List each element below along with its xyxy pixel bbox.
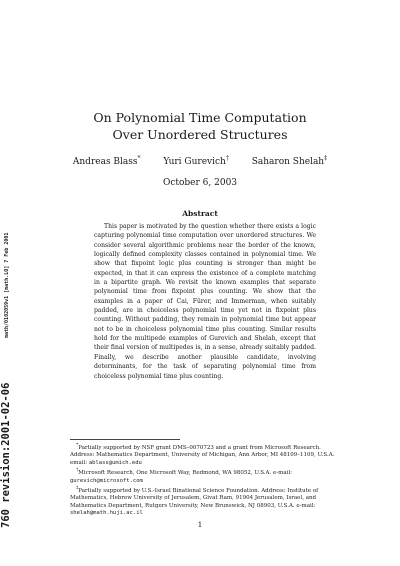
footnotes — [70, 439, 340, 518]
title-line-1: On Polynomial Time Computation — [93, 110, 307, 125]
author-blass: Andreas Blass* — [72, 155, 141, 167]
email-link[interactable]: ablass@umich.edu — [88, 459, 142, 466]
author-gurevich: Yuri Gurevich† — [163, 155, 229, 167]
footnote-rule — [70, 439, 180, 440]
paper-date: October 6, 2003 — [162, 178, 238, 188]
abstract-heading: Abstract — [182, 209, 218, 218]
author-mark: ‡ — [324, 155, 328, 162]
arxiv-identifier-stamp: math/0102059v1 [math.LO] 7 Feb 2001 — [4, 232, 10, 338]
page-number: 1 — [197, 520, 203, 529]
footnote-gurevich: †Microsoft Research, One Microsoft Way, Redmond, WA 98052, U.S.A. e-mail: gurevich@microsoft.com — [70, 468, 292, 484]
title-line-2: Over Unordered Structures — [112, 127, 288, 142]
author-mark: * — [137, 155, 141, 162]
author-list — [0, 155, 400, 167]
footnote-shelah: ‡Partially supported by U.S.-Israel Binational Science Foundation. Address: Institute of Mathematics, Hebrew University of Jerusalem, Givat Ram, 91904 Jerusalem, Israel, and Mathematics Department, Rutgers University, New Brunswick, NJ 08903, U.S.A. e-mail: shelah@math.huji.ac.il — [70, 486, 319, 517]
abstract-body: This paper is motivated by the question whether there exists a logic capturing polynomial time computation over unordered structures. We consider several algorithmic problems near the border of the known, logically defined complexity classes contained in polynomial time. We show that fixpoint logic plus counting is stronger than might be expected, in that it can express the existence of a complete matching in a bipartite graph. We revisit the known examples that separate polynomial time from fixpoint plus counting. We show that the examples in a paper of Cai, Fürer, and Immerman, when suitably padded, are in choiceless polynomial time yet not in fixpoint plus counting. Without padding, they remain in polynomial time but appear not to be in choiceless polynomial time plus counting. Similar results hold for the multipede examples of Gurevich and Shelah, except that their final version of multipedes is, in a sense, already suitably padded. Finally, we describe another plausible candidate, involving determinants, for the task of separating polynomial time from choiceless polynomial time plus counting. — [94, 223, 316, 380]
footnote-blass: *Partially supported by NSF grant DMS–0070723 and a grant from Microsoft Research. Address: Mathematics Department, University of Michigan, Ann Arbor, MI 48109–1109, U.S.A. email: ablass@umich.edu — [70, 443, 335, 466]
author-mark: † — [225, 155, 229, 162]
revision-stamp: 760 revision:2001-02-06 — [0, 382, 12, 528]
email-link[interactable]: shelah@math.huji.ac.il — [70, 510, 143, 517]
author-shelah: Saharon Shelah‡ — [251, 155, 328, 167]
email-link[interactable]: gurevich@microsoft.com — [70, 477, 143, 484]
paper-title — [0, 109, 400, 143]
